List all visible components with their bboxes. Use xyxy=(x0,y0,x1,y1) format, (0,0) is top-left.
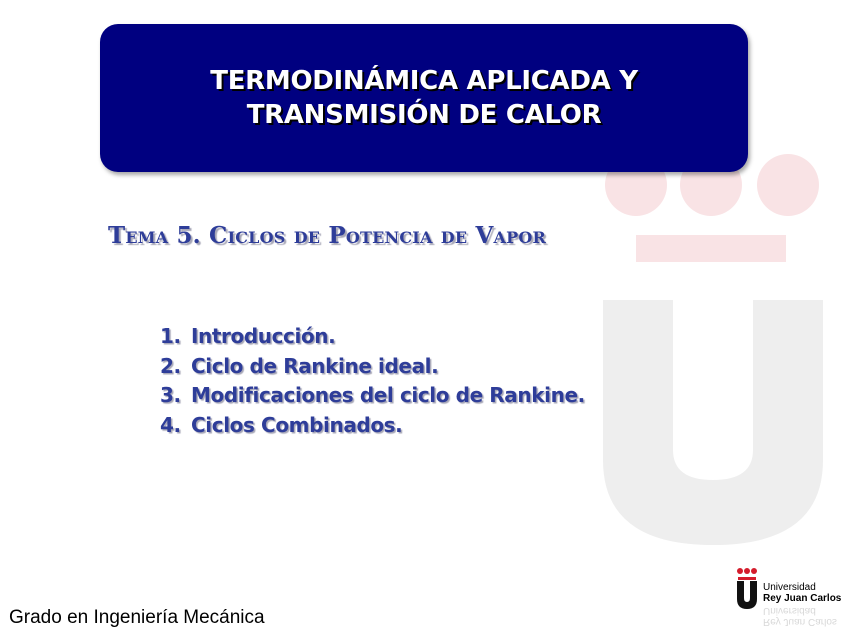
list-item xyxy=(160,411,585,441)
list-item-number: 4. xyxy=(160,412,181,437)
title-line-2: TRANSMISIÓN DE CALOR xyxy=(246,100,602,130)
title-line-1: TERMODINÁMICA APLICADA Y xyxy=(210,66,638,96)
list-item-label: Ciclo de Rankine ideal. xyxy=(191,353,439,378)
title-banner xyxy=(100,24,748,172)
list-item-label: Introducción. xyxy=(191,324,336,348)
list-item-number: 3. xyxy=(160,383,181,407)
list-item xyxy=(160,381,585,411)
university-logo xyxy=(732,565,842,629)
list-item-label: Modificaciones del ciclo de Rankine. xyxy=(191,383,585,407)
logo-bar xyxy=(738,577,756,580)
list-item xyxy=(160,322,585,352)
topic-heading: Tema 5. Ciclos de Potencia de Vapor xyxy=(108,222,547,249)
logo-text xyxy=(763,582,841,604)
list-item-label: Ciclos Combinados. xyxy=(191,412,403,437)
logo-u-icon xyxy=(736,581,758,609)
list-item-number: 2. xyxy=(160,353,181,378)
watermark-bar xyxy=(636,235,786,262)
logo-line-2: Rey Juan Carlos xyxy=(763,593,842,604)
logo-reflection: Rey Juan Carlos Universidad xyxy=(763,605,837,627)
logo-line-1: Universidad xyxy=(763,582,816,593)
watermark-dot-right xyxy=(757,154,819,216)
list-item xyxy=(160,352,585,382)
degree-footer: Grado en Ingeniería Mecánica xyxy=(9,607,265,628)
watermark-u-icon xyxy=(603,300,823,545)
list-item-number: 1. xyxy=(160,324,181,348)
topic-list xyxy=(160,322,585,440)
